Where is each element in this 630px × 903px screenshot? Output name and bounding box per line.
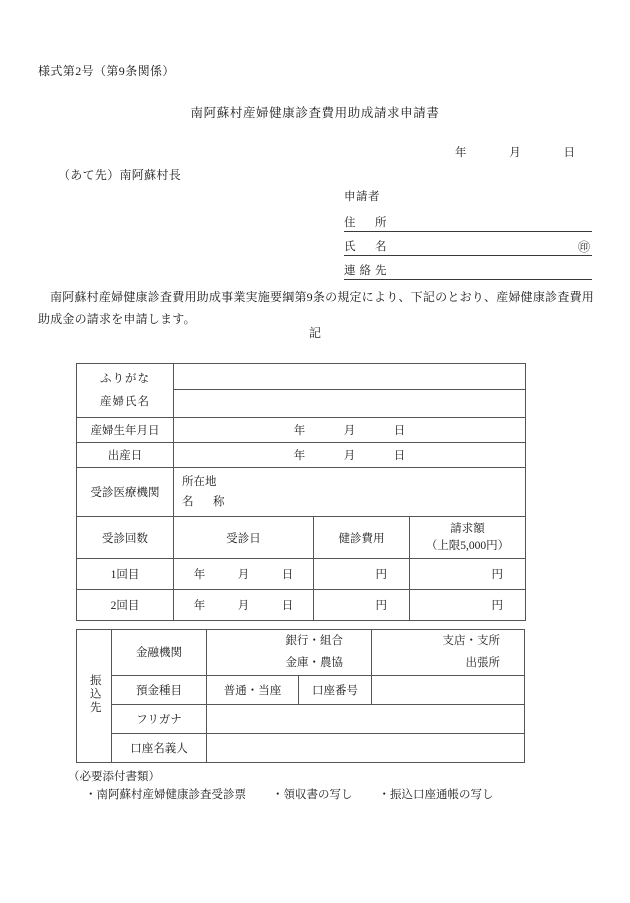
- ki-mark: 記: [308, 326, 321, 340]
- transfer-destination-text: 振込先: [88, 674, 101, 715]
- visit1-year-label: 年: [193, 569, 206, 582]
- table-row: [77, 590, 526, 621]
- addressee: （あて先）南阿蘇村長: [58, 168, 182, 182]
- bank-furigana-label: フリガナ: [112, 704, 207, 733]
- table-row-institution: [77, 468, 526, 517]
- visit1-claim-input[interactable]: 円: [410, 559, 526, 590]
- attachments-title: （必要添付書類）: [68, 771, 160, 783]
- account-number-label: 口座番号: [299, 675, 372, 704]
- visit2-date-input[interactable]: [174, 590, 314, 621]
- visit2-month-label: 月: [237, 600, 250, 613]
- financial-institution-label: 金融機関: [112, 630, 207, 676]
- visit2-fee-input[interactable]: 円: [314, 590, 410, 621]
- birth-day-label: 日: [393, 425, 406, 437]
- table-row-delivery-date: [77, 443, 526, 468]
- visit2-year-label: 年: [193, 600, 206, 613]
- table-row-birthdate: [77, 418, 526, 443]
- visit1-month-label: 月: [237, 569, 250, 582]
- bank-kind-line1: 銀行・組合: [285, 635, 343, 647]
- name-label: 産婦氏名: [100, 395, 150, 408]
- delivery-date-label: 出産日: [77, 443, 174, 468]
- visit2-day-label: 日: [281, 600, 294, 613]
- branch-input[interactable]: [372, 630, 525, 676]
- body-paragraph: 南阿蘇村産婦健康診査費用助成事業実施要綱第9条の規定により、下記のとおり、産婦健康診査費用助成金の請求を申請します。: [38, 290, 594, 327]
- claim-limit-label: （上限5,000円）: [425, 539, 510, 552]
- bank-furigana-input[interactable]: [207, 704, 525, 733]
- account-holder-label: 口座名義人: [112, 733, 207, 762]
- institution-input[interactable]: [174, 468, 526, 517]
- table-row-account-furigana: [77, 704, 525, 733]
- table-row-financial-institution: [77, 630, 525, 676]
- header-claim-amount: [410, 517, 526, 559]
- birthdate-input[interactable]: [174, 418, 526, 443]
- financial-institution-input[interactable]: [207, 630, 372, 676]
- table-row-deposit-type: [77, 675, 525, 704]
- institution-address-label: 所在地: [182, 476, 217, 488]
- name-label: 氏 名: [344, 241, 391, 253]
- attachments-list: [85, 786, 585, 802]
- bank-kind-line2: 金庫・農協: [285, 657, 343, 670]
- branch-line1: 支店・支所: [442, 635, 500, 647]
- claim-amount-label: 請求額: [450, 522, 485, 535]
- table-row-furigana: [77, 364, 526, 390]
- form-code: 様式第2号（第9条関係）: [38, 64, 175, 78]
- furigana-label: ふりがな: [100, 373, 150, 386]
- delivery-day-label: 日: [393, 450, 406, 462]
- list-item: ・南阿蘇村産婦健康診査受診票: [85, 789, 246, 801]
- name-field-row[interactable]: [344, 235, 592, 256]
- institution-label: 受診医療機関: [77, 468, 174, 517]
- visit1-count-label: 1回目: [77, 559, 174, 590]
- visit2-claim-input[interactable]: 円: [410, 590, 526, 621]
- birthdate-label: 産婦生年月日: [77, 418, 174, 443]
- account-number-input[interactable]: [372, 675, 525, 704]
- table-row-account-holder: [77, 733, 525, 762]
- visit1-fee-input[interactable]: 円: [314, 559, 410, 590]
- deposit-type-options[interactable]: 普通・当座: [207, 675, 299, 704]
- date-month-label: 月: [509, 147, 521, 159]
- address-input[interactable]: [395, 230, 593, 231]
- contact-field-row[interactable]: [344, 259, 592, 280]
- patient-name-input[interactable]: [174, 390, 526, 418]
- date-year-label: 年: [455, 147, 467, 159]
- list-item: ・領収書の写し: [272, 789, 353, 801]
- bank-transfer-table: [76, 629, 525, 763]
- table-header-row: [77, 517, 526, 559]
- birth-year-label: 年: [293, 425, 306, 437]
- address-field-row[interactable]: [344, 211, 592, 232]
- visit1-date-input[interactable]: [174, 559, 314, 590]
- name-row-label: [77, 364, 174, 418]
- header-visit-count: 受診回数: [77, 517, 174, 559]
- delivery-year-label: 年: [293, 450, 306, 462]
- birth-month-label: 月: [343, 425, 356, 437]
- seal-icon: ㊞: [577, 240, 590, 254]
- visit2-count-label: 2回目: [77, 590, 174, 621]
- branch-line2: 出張所: [465, 657, 500, 670]
- header-visit-date: 受診日: [174, 517, 314, 559]
- list-item: ・振込口座通帳の写し: [378, 789, 494, 801]
- account-holder-input[interactable]: [207, 733, 525, 762]
- date-line: [455, 144, 575, 160]
- header-exam-fee: 健診費用: [314, 517, 410, 559]
- institution-name-label: 名 称: [182, 496, 229, 509]
- delivery-month-label: 月: [343, 450, 356, 462]
- applicant-details-table: [76, 363, 526, 621]
- visit1-day-label: 日: [281, 569, 294, 582]
- table-row: [77, 559, 526, 590]
- delivery-date-input[interactable]: [174, 443, 526, 468]
- page-title: 南阿蘇村産婦健康診査費用助成請求申請書: [190, 106, 440, 120]
- transfer-destination-label: [77, 630, 112, 763]
- contact-label: 連絡先: [344, 265, 391, 277]
- applicant-block: [344, 188, 592, 280]
- address-label: 住 所: [344, 217, 391, 229]
- name-input[interactable]: [395, 254, 578, 255]
- date-day-label: 日: [563, 147, 575, 159]
- applicant-heading: 申請者: [344, 191, 380, 203]
- contact-input[interactable]: [395, 278, 593, 279]
- furigana-input[interactable]: [174, 364, 526, 390]
- deposit-type-label: 預金種目: [112, 675, 207, 704]
